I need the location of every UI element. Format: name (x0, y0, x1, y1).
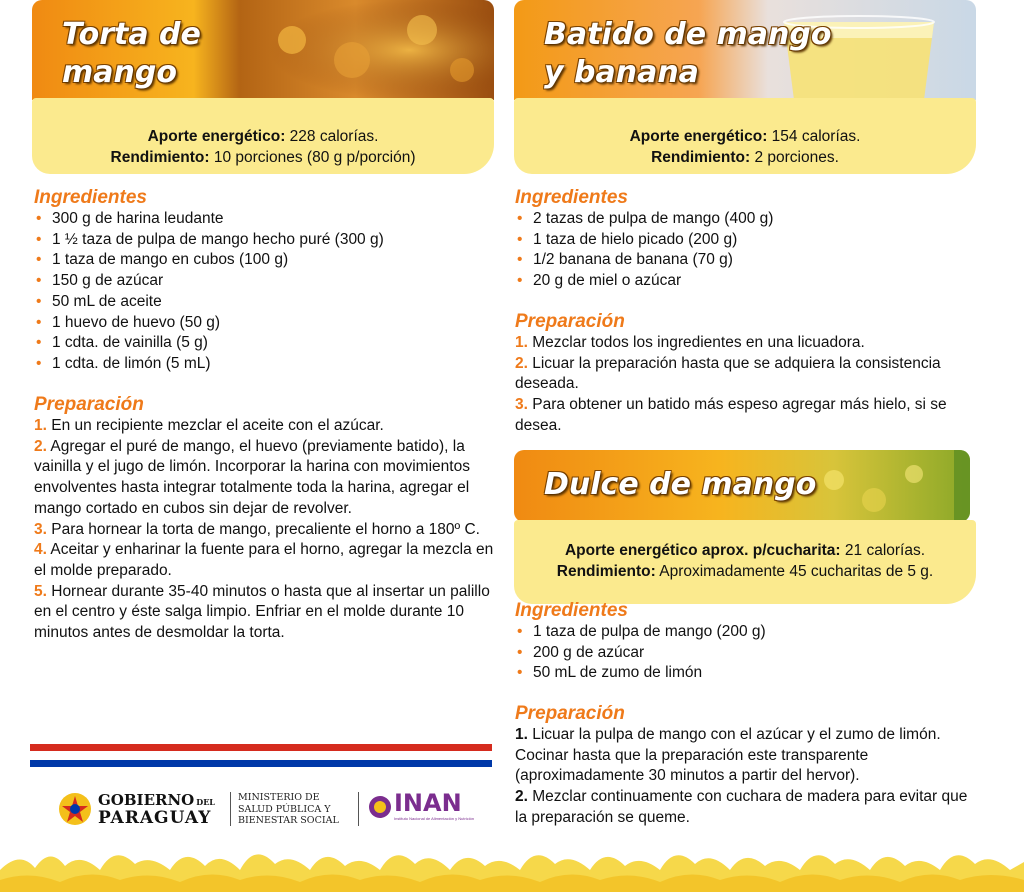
batido-yield-value: 2 porciones. (750, 149, 839, 166)
torta-title: Torta de mango (62, 17, 201, 90)
list-item: • 50 mL de aceite (34, 292, 494, 313)
inan-logo-icon (368, 795, 392, 819)
torta-energy-label: Aporte energético: (147, 128, 286, 145)
dulce-title: Dulce de mango (544, 467, 817, 502)
dulce-steps (515, 725, 977, 829)
list-item: • 1 taza de hielo picado (200 g) (515, 230, 975, 251)
inan-logo-text: INAN Instituto Nacional de Alimentación y Nutrición (394, 789, 475, 821)
list-item: • 1 cdta. de limón (5 mL) (34, 354, 494, 375)
gobierno-logo-text: GOBIERNO DEL PARAGUAY (98, 791, 215, 828)
list-item: • 200 g de azúcar (515, 643, 975, 664)
list-item: • 1 taza de pulpa de mango (200 g) (515, 622, 975, 643)
step: 3. Para hornear la torta de mango, precaliente el horno a 180º C. (34, 520, 480, 538)
step: 2. Mezclar continuamente con cuchara de madera para evitar que la preparación se queme. (515, 788, 968, 826)
step: 2. Licuar la preparación hasta que se adquiera la consistencia deseada. (515, 354, 941, 393)
list-item: • 1 huevo de huevo (50 g) (34, 313, 494, 334)
ministerio-logo-text: MINISTERIO DE SALUD PÚBLICA Y BIENESTAR SOCIAL (238, 792, 339, 826)
paraguay-star-icon (58, 792, 92, 826)
list-item: • 1 ½ taza de pulpa de mango hecho puré (300 g) (34, 230, 494, 251)
list-item: • 2 tazas de pulpa de mango (400 g) (515, 209, 975, 230)
dulce-ingredients-list (515, 622, 975, 684)
batido-yield-label: Rendimiento: (651, 149, 751, 166)
step: 3. Para obtener un batido más espeso agregar más hielo, si se desea. (515, 396, 947, 434)
torta-ingredients-heading: Ingredientes (34, 187, 147, 208)
dulce-info-box (514, 520, 976, 604)
step: 2. Agregar el puré de mango, el huevo (previamente batido), la vainilla y el jugo de limón. Incorporar la harina con movimientos envolventes hasta integrar totalmente toda la harina, agregar el mango cortado en cubos sin dejar de revolver. (34, 437, 470, 517)
step: 1. En un recipiente mezclar el aceite con el azúcar. (34, 417, 384, 434)
logo-divider (230, 792, 231, 826)
dulce-ingredients-heading: Ingredientes (515, 600, 628, 621)
torta-yield-label: Rendimiento: (110, 149, 210, 166)
flag-stripe-red (30, 744, 492, 751)
batido-energy-value: 154 calorías. (767, 128, 861, 145)
list-item: • 50 mL de zumo de limón (515, 663, 975, 684)
batido-info-box (514, 98, 976, 174)
list-item: • 300 g de harina leudante (34, 209, 494, 230)
step: 1. Licuar la pulpa de mango con el azúcar y el zumo de limón. Cocinar hasta que la preparación este transparente (aproximadamente 30 minutos a partir del hervor). (515, 726, 941, 785)
dulce-title-banner (514, 450, 970, 522)
list-item: • 1/2 banana de banana (70 g) (515, 250, 975, 271)
batido-ingredients-list (515, 209, 975, 292)
batido-preparation-heading: Preparación (515, 311, 625, 332)
dulce-yield-value: Aproximadamente 45 cucharitas de 5 g. (655, 563, 934, 580)
dulce-energy-value: 21 calorías. (840, 542, 926, 559)
torta-energy-value: 228 calorías. (285, 128, 379, 145)
batido-title-banner (514, 0, 976, 100)
dulce-yield-label: Rendimiento: (556, 563, 656, 580)
torta-steps (34, 416, 496, 644)
torta-yield-value: 10 porciones (80 g p/porción) (209, 149, 416, 166)
batido-steps (515, 333, 977, 437)
torta-ingredients-list (34, 209, 494, 375)
torta-preparation-heading: Preparación (34, 394, 144, 415)
logo-divider (358, 792, 359, 826)
step: 5. Hornear durante 35-40 minutos o hasta que al insertar un palillo en el centro y éste salga limpio. Enfriar en el molde durante 10 minutos antes de desmoldar la torta. (34, 582, 490, 642)
list-item: • 150 g de azúcar (34, 271, 494, 292)
step: 1. Mezclar todos los ingredientes en una licuadora. (515, 334, 865, 351)
step: 4. Aceitar y enharinar la fuente para el horno, agregar la mezcla en el molde preparado. (34, 541, 494, 579)
batido-ingredients-heading: Ingredientes (515, 187, 628, 208)
logos-bar (58, 790, 478, 830)
list-item: • 20 g de miel o azúcar (515, 271, 975, 292)
torta-info-box (32, 98, 494, 174)
batido-title: Batido de mango y banana (544, 17, 832, 90)
flag-stripe-blue (30, 760, 492, 767)
footer-splash-decoration (0, 840, 1024, 892)
list-item: • 1 cdta. de vainilla (5 g) (34, 333, 494, 354)
torta-title-banner (32, 0, 494, 100)
dulce-preparation-heading: Preparación (515, 703, 625, 724)
dulce-energy-label: Aporte energético aprox. p/cucharita: (564, 542, 841, 559)
batido-energy-label: Aporte energético: (629, 128, 768, 145)
list-item: • 1 taza de mango en cubos (100 g) (34, 250, 494, 271)
